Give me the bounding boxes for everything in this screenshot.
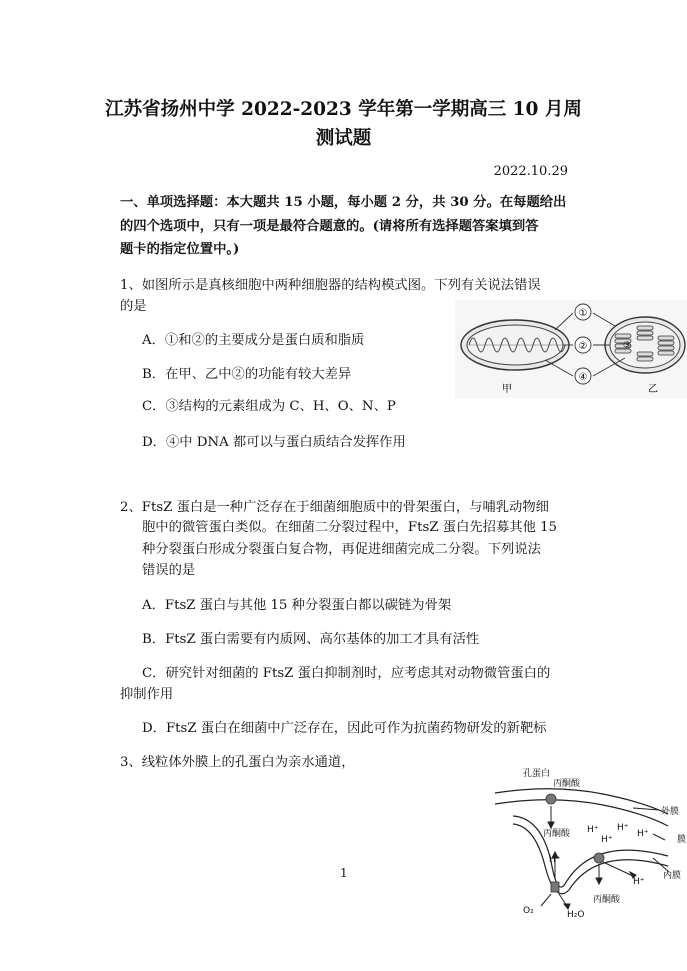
label-membrane: 膜 (677, 835, 687, 845)
page-title-line-2: 测试题 (315, 128, 372, 149)
q2-stem-line-1: 2、FtsZ 蛋白是一种广泛存在于细菌细胞质中的骨架蛋白，与哺乳动物细 (120, 500, 549, 515)
q3-stem: 3、线粒体外膜上的孔蛋白为亲水通道， (120, 755, 355, 770)
exam-date: 2022.10.29 (493, 164, 568, 179)
q1-stem-line-2: 的是 (120, 299, 147, 314)
label-pyruvate-top: 丙酮酸 (553, 779, 581, 789)
section-instruction-line-1: 一、单项选择题：本大题共 15 小题，每小题 2 分，共 30 分。在每题给出 (120, 195, 567, 210)
section-instruction-line-2: 的四个选项中，只有一项是最符合题意的。(请将所有选择题答案填到答 (120, 219, 539, 234)
label-outer-membrane: 外膜 (661, 807, 680, 817)
q1-option-c: C．③结构的元素组成为 C、H、O、N、P (142, 399, 396, 414)
label-jia: 甲 (502, 384, 512, 395)
q1-stem-line-1: 1、如图所示是真核细胞中两种细胞器的结构模式图。下列有关说法错误 (120, 278, 541, 293)
label-marker-3: ③ (623, 341, 632, 351)
label-h2o: H₂O (567, 910, 585, 920)
chloroplast-diagram (605, 317, 685, 373)
label-marker-2: ② (578, 341, 588, 352)
q2-option-c-line-2: 抑制作用 (120, 687, 174, 702)
q1-option-a: A．①和②的主要成分是蛋白质和脂质 (142, 333, 365, 348)
label-h-2: H⁺ (617, 823, 629, 833)
label-marker-4: ④ (578, 372, 588, 383)
q1-option-b: B．在甲、乙中②的功能有较大差异 (142, 367, 352, 382)
label-pyruvate-mid: 丙酮酸 (543, 829, 571, 839)
label-h-left: H⁺ (549, 855, 561, 865)
label-inner-membrane: 内膜 (663, 871, 682, 881)
label-h-3: H⁺ (637, 829, 649, 839)
page-number: 1 (340, 866, 348, 880)
page-title-line-1: 江苏省扬州中学 2022-2023 学年第一学期高三 10 月周 (105, 99, 582, 120)
q2-option-a: A．FtsZ 蛋白与其他 15 种分裂蛋白都以碳链为骨架 (142, 598, 452, 613)
label-marker-1: ① (578, 308, 588, 319)
q3-membrane-figure (493, 766, 687, 921)
label-yi: 乙 (648, 384, 658, 395)
q2-stem-line-4: 错误的是 (142, 563, 196, 578)
label-pyruvate-bottom: 丙酮酸 (593, 895, 621, 905)
q2-stem-line-3: 种分裂蛋白形成分裂蛋白复合物，再促进细菌完成二分裂。下列说法 (142, 542, 541, 557)
q2-option-c-line-1: C．研究针对细菌的 FtsZ 蛋白抑制剂时，应考虑其对动物微管蛋白的 (142, 666, 551, 681)
label-h-1: H⁺ (587, 825, 599, 835)
q2-stem-line-2: 胞中的微管蛋白类似。在细菌二分裂过程中，FtsZ 蛋白先招募其他 15 (142, 520, 558, 535)
q2-option-d: D．FtsZ 蛋白在细菌中广泛存在，因此可作为抗菌药物研发的新靶标 (142, 721, 547, 736)
q1-option-d: D．④中 DNA 都可以与蛋白质结合发挥作用 (142, 435, 406, 450)
q1-organelle-figure (455, 300, 687, 398)
label-h-right: H⁺ (633, 877, 645, 887)
label-o2: O₂ (523, 906, 534, 916)
section-instruction-line-3: 题卡的指定位置中。) (120, 242, 240, 257)
mitochondrion-diagram (461, 320, 569, 370)
q2-option-b: B．FtsZ 蛋白需要有内质网、高尔基体的加工才具有活性 (142, 632, 480, 647)
label-pore-protein: 孔蛋白 (523, 769, 551, 779)
label-h-4: H⁺ (601, 835, 613, 845)
